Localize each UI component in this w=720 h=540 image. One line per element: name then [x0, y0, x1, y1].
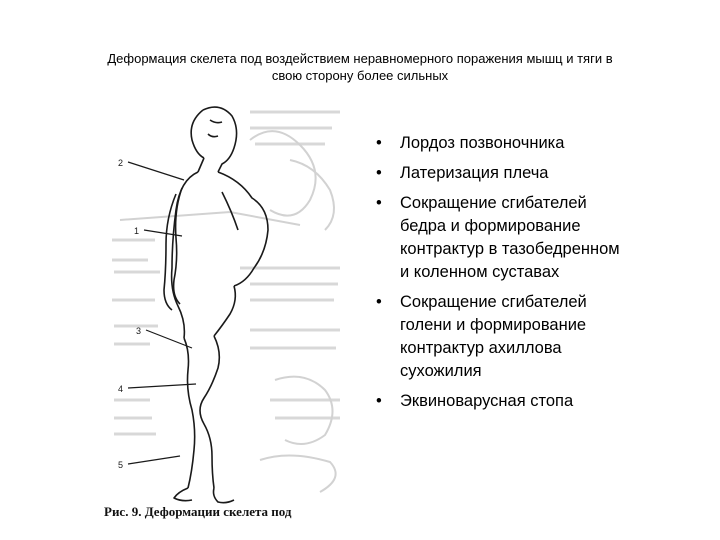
bullet-item-shoulder — [374, 162, 694, 185]
bullet-dot: • — [376, 164, 382, 182]
faded-background-sketch — [120, 131, 336, 492]
callout-1: 1 — [134, 226, 140, 236]
callout-5: 5 — [118, 460, 124, 470]
slide-title-line-2: свою сторону более сильных — [271, 68, 449, 83]
bullet-line: сухожилия — [400, 362, 482, 380]
bullet-item-lordosis — [374, 132, 694, 155]
slide-title-line-1: Деформация скелета под воздействием неравномерного поражения мышц и тяги в — [107, 51, 613, 66]
bullet-line: Сокращение сгибателей — [400, 194, 587, 212]
callout-2: 2 — [118, 158, 124, 168]
bullet-line: голени и формирование — [400, 316, 587, 334]
bullet-line: Сокращение сгибателей — [400, 293, 587, 311]
bullet-line: Латеризация плеча — [400, 164, 549, 182]
bullet-item-shin-flexors — [374, 291, 694, 383]
slide-title — [40, 50, 680, 84]
bullet-item-clubfoot — [374, 390, 694, 413]
human-figure — [164, 107, 268, 503]
bullet-line: Лордоз позвоночника — [400, 134, 565, 152]
bullet-item-hip-flexors — [374, 192, 694, 284]
bullet-dot: • — [376, 194, 382, 212]
figure-caption: Рис. 9. Деформации скелета под — [104, 504, 292, 519]
bullet-line: и коленном суставах — [400, 263, 560, 281]
bullet-dot: • — [376, 134, 382, 152]
callout-3: 3 — [136, 326, 142, 336]
bullet-line: контрактур ахиллова — [400, 339, 562, 357]
bullet-line: Эквиноварусная стопа — [400, 392, 574, 410]
bullet-dot: • — [376, 293, 382, 311]
bullet-line: контрактур в тазобедренном — [400, 240, 620, 258]
bullet-dot: • — [376, 392, 382, 410]
callout-4: 4 — [118, 384, 124, 394]
figure-illustration — [100, 100, 350, 530]
skeleton-deformation-figure — [100, 100, 350, 530]
bullet-line: бедра и формирование — [400, 217, 581, 235]
bullet-list — [374, 132, 694, 420]
